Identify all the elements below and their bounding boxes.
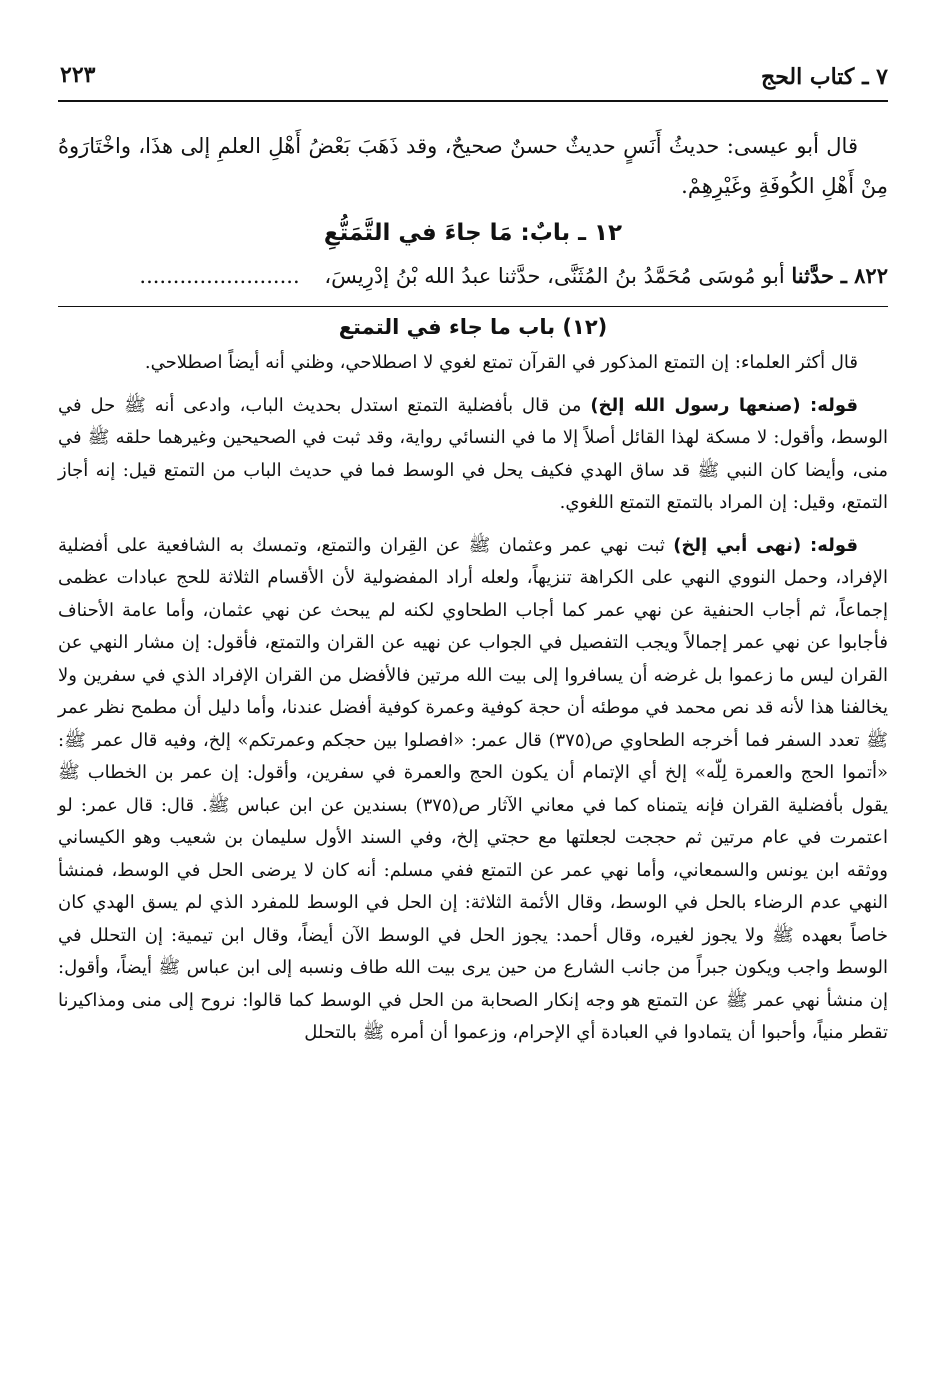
commentary-text: من قال بأفضلية التمتع استدل بحديث الباب، وادعى أنه ﷺ حل في الوسط، وأقول: لا مسكة لهذا القائل أصلاً إلا ما في النسائي رواية، وقد ثبت في الصحيحين وغيرهما حلقه ﷺ في منى، وأيضا كان النبي ﷺ قد ساق الهدي فكيف يحل في الوسط فما في حديث الباب من التمتع قيل: إنه أجاز التمتع، وقيل: إن المراد بالتمتع التمتع اللغوي. — [58, 394, 888, 513]
commentary-paragraph — [58, 530, 888, 1050]
commentary-paragraph — [58, 347, 888, 380]
running-title: ٧ ـ كتاب الحج — [761, 64, 888, 90]
matn-paragraph: قال أبو عيسى: حديثُ أَنَسٍ حديثٌ حسنٌ صحيحٌ، وقد ذَهَبَ بَعْضُ أَهْلِ العلمِ إلى هذَا، واخْتَارَوهُ مِنْ أَهْلِ الكُوفَةِ وغَيْرِهِمْ. — [58, 134, 888, 198]
commentary-body — [58, 347, 888, 1050]
hadith-text: أبو مُوسَى مُحَمَّدُ بنُ المُثَنَّى، حدَّثنا عبدُ الله بْنُ إدْرِيسَ، — [324, 264, 785, 288]
matn-text — [58, 126, 888, 206]
hadith-continuation-dots: ........................ — [139, 264, 300, 288]
commentary-divider — [58, 306, 888, 307]
commentary-text: ثبت نهي عمر وعثمان ﷺ عن القِران والتمتع، وتمسك به الشافعية على أفضلية الإفراد، وحمل النووي النهي على الكراهة تنزيهاً، ولعله أراد المفضولية لأن الأقسام الثلاثة للحج عبادات عظمى إجماعاً، ثم أجاب الحنفية عن نهي عمر كما أجاب الطحاوي لكنه لم يبحث عن نهي عثمان، وأما عامة الأحناف فأجابوا عن نهي عمر إجمالاً ويجب التفصيل في الجواب عن نهيه عن القران والتمتع، فأقول: إن مشار النهي عن القران ليس ما زعموا بل غرضه أن يسافروا إلى بيت الله مرتين فالأفضل من القران الإفراد الذي في سفرين ولا يخالفنا هذا لأنه قد نص محمد في موطئه أن حجة كوفية وعمرة كوفية أفضل عندنا، وأما دليل أن مطمح نظر عمر ﷺ تعدد السفر فما أخرجه الطحاوي ص(٣٧٥) قال عمر: «افصلوا بين حجكم وعمرتكم» إلخ، وفيه قال عمر ﷺ: «أتموا الحج والعمرة لِلّه» إلخ أي الإتمام أن يكون الحج والعمرة في سفرين، وأقول: إن عمر بن الخطاب ﷺ يقول بأفضلية القران فإنه يتمناه كما في معاني الآثار ص(٣٧٥) بسندين عن ابن عباس ﷺ. قال: قال عمر: لو اعتمرت في عام مرتين ثم حججت لجعلتها مع حجتي إلخ، وفي السند الأول سليمان بن شعيب وهو الكيساني ووثقه ابن يونس والسمعاني، وأما نهي عمر عن التمتع ففي مسلم: أنه كان لا يرضى الحل في الوسط، فمنشأ النهي عدم الرضاء بالحل في الوسط، وقال الأئمة الثلاثة: إن الحل في الوسط للمفرد الذي لم يسق الهدي كان خاصاً بعهده ﷺ ولا يجوز لغيره، وقال أحمد: يجوز الحل في الوسط الآن أيضاً، وقال ابن تيمية: إن التحلل في الوسط واجب ويكون جبراً من جانب الشارع من حين يرى بيت الله طاف ونسبه إلى ابن عباس ﷺ أيضاً، وأقول: إن منشأ نهي عمر ﷺ عن التمتع هو وجه إنكار الصحابة من الحل في الوسط كما قالوا: نروح إلى منى ومذاكيرنا تقطر منياً، وأحبوا أن يتمادوا في العبادة أي الإحرام، وزعموا أن أمره ﷺ بالتحلل — [58, 534, 888, 1043]
commentary-lemma: قوله: (صنعها رسول الله إلخ) — [590, 394, 858, 416]
running-header — [58, 60, 888, 102]
commentary-heading: (١٢) باب ما جاء في التمتع — [338, 315, 608, 339]
page-number: ٢٢٣ — [60, 62, 96, 88]
hadith-opening: حدَّثنا — [791, 263, 834, 288]
chapter-heading: ١٢ ـ بابٌ: مَا جاءَ في التَّمَتُّعِ — [323, 220, 623, 246]
hadith-line — [58, 256, 888, 296]
commentary-paragraph — [58, 390, 888, 520]
book-page — [58, 60, 888, 1370]
hadith-number: ٨٢٢ ـ — [840, 263, 888, 288]
commentary-text: قال أكثر العلماء: إن التمتع المذكور في القرآن تمتع لغوي لا اصطلاحي، وظني أنه أيضاً اصطلاحي. — [144, 352, 858, 373]
commentary-lemma: قوله: (نهى أبي إلخ) — [673, 534, 858, 556]
